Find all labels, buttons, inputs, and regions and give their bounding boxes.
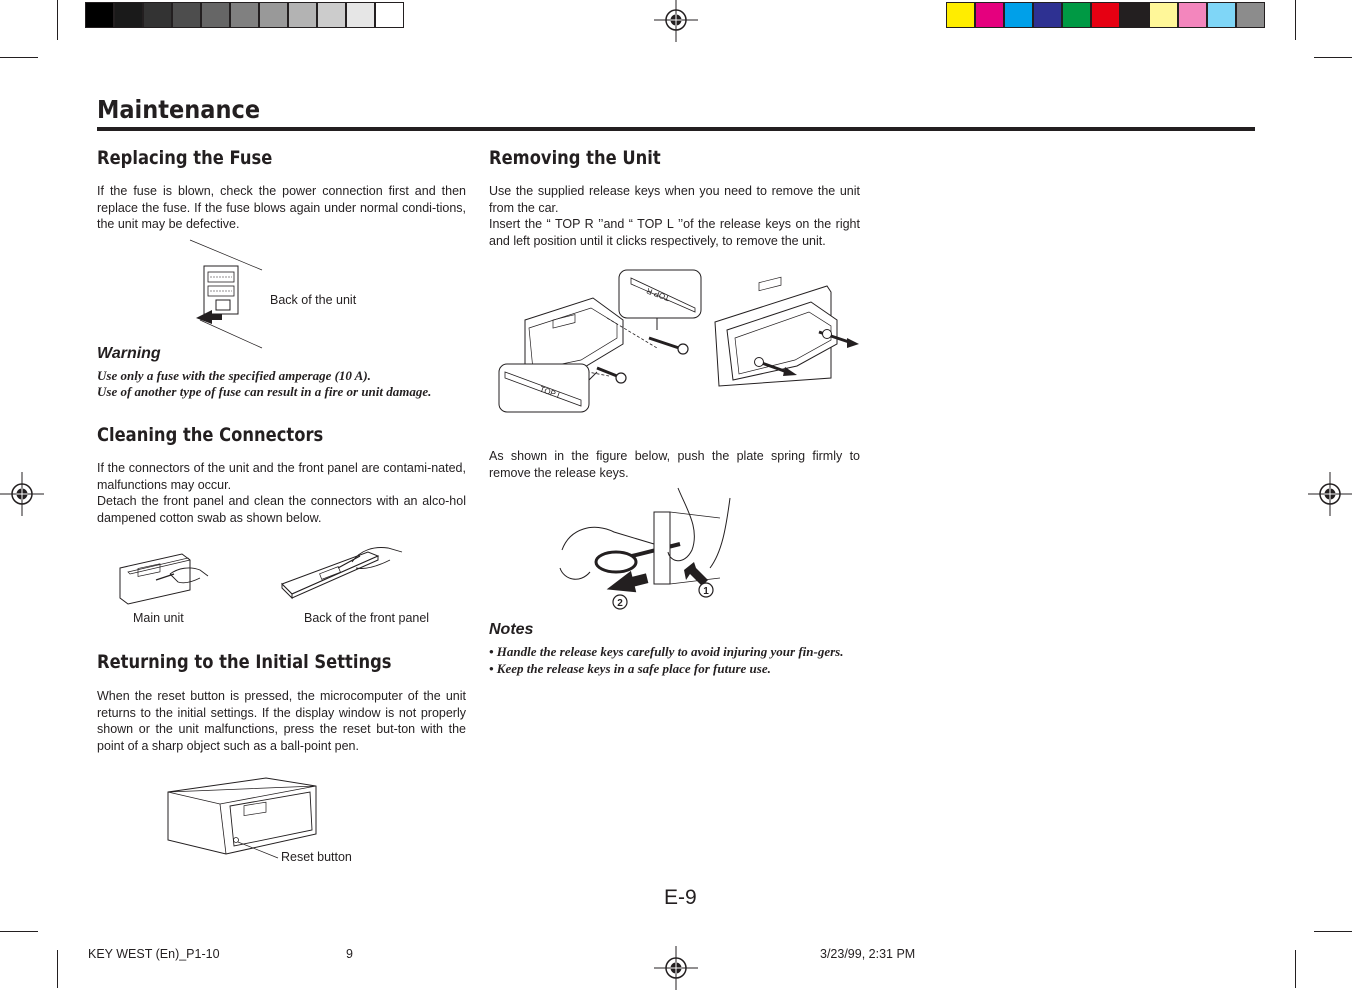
calibration-swatch [1120, 2, 1149, 28]
top-l-key-label: TOP L [538, 384, 564, 401]
note-item: • Keep the release keys in a safe place for future use. [489, 661, 771, 676]
reset-button-caption: Reset button [281, 850, 352, 864]
calibration-swatch [1091, 2, 1120, 28]
plate-spring-body [489, 448, 860, 481]
warning-line: Use of another type of fuse can result in a fire or unit damage. [97, 384, 432, 399]
crop-mark [1314, 57, 1352, 58]
warning-text [97, 368, 472, 400]
crop-mark [0, 931, 38, 932]
calibration-swatch [1236, 2, 1265, 28]
calibration-swatch [259, 2, 288, 28]
page-title: Maintenance [97, 95, 261, 124]
plate-spring-figure [550, 488, 730, 612]
crop-mark [0, 57, 38, 58]
step-1-label: 1 [703, 586, 709, 597]
cleaning-connectors-heading: Cleaning the Connectors [97, 424, 324, 446]
front-panel-cleaning-figure [278, 538, 408, 608]
calibration-swatch [288, 2, 317, 28]
cleaning-paragraph: If the connectors of the unit and the front panel are contami-nated, malfunctions may occur. [97, 461, 466, 492]
cleaning-connectors-body [97, 460, 466, 526]
registration-mark-icon [654, 0, 698, 42]
removing-paragraph: Insert the “ TOP R ’’and “ TOP L ’’of the release keys on the right and left position until it clicks respectively, to remove the unit. [489, 217, 860, 248]
footer-page: 9 [346, 947, 353, 961]
replacing-fuse-body [97, 183, 466, 233]
initial-settings-body [97, 688, 466, 754]
initial-settings-heading: Returning to the Initial Settings [97, 651, 392, 673]
calibration-swatch [375, 2, 404, 28]
calibration-swatch [230, 2, 259, 28]
notes-heading: Notes [489, 621, 534, 638]
footer-filename: KEY WEST (En)_P1-10 [88, 947, 220, 961]
removing-paragraph: Use the supplied release keys when you need to remove the unit from the car. [489, 184, 860, 215]
main-unit-cleaning-figure [112, 550, 212, 606]
release-keys-figure [497, 268, 865, 414]
calibration-swatch [114, 2, 143, 28]
calibration-swatch [85, 2, 114, 28]
reset-button-figure [166, 776, 326, 858]
warning-line: Use only a fuse with the specified amperage (10 A). [97, 368, 371, 383]
main-unit-caption: Main unit [133, 611, 184, 625]
note-item: • Handle the release keys carefully to avoid injuring your fin-gers. [489, 644, 844, 659]
calibration-swatch [1207, 2, 1236, 28]
calibration-swatch [317, 2, 346, 28]
initial-settings-paragraph: When the reset button is pressed, the microcomputer of the unit returns to the initial settings. If the display window is not properly shown or the unit malfunctions, press the reset but-ton with the point of a sharp object such as a ball-point pen. [97, 689, 466, 753]
calibration-swatch [1004, 2, 1033, 28]
calibration-swatch [946, 2, 975, 28]
registration-mark-icon [1308, 472, 1352, 516]
crop-mark [57, 950, 58, 988]
footer-date: 3/23/99, 2:31 PM [820, 947, 916, 961]
calibration-swatch [975, 2, 1004, 28]
fuse-figure [190, 240, 280, 352]
registration-mark-icon [654, 946, 698, 990]
page-number: E-9 [664, 886, 697, 909]
front-panel-caption: Back of the front panel [304, 611, 430, 625]
step-2-label: 2 [617, 598, 623, 609]
cleaning-paragraph: Detach the front panel and clean the connectors with an alco-hol dampened cotton swab as shown below. [97, 494, 466, 525]
calibration-swatch [346, 2, 375, 28]
top-r-key-label: TOP R [645, 285, 671, 303]
calibration-swatch [1149, 2, 1178, 28]
notes-list [489, 643, 863, 677]
crop-mark [57, 0, 58, 40]
calibration-swatch [1178, 2, 1207, 28]
calibration-swatch [143, 2, 172, 28]
replacing-fuse-paragraph: If the fuse is blown, check the power connection first and then replace the fuse. If the fuse blows again under normal condi-tions, the unit may be defective. [97, 184, 466, 231]
warning-heading: Warning [97, 345, 161, 362]
crop-mark [1314, 931, 1352, 932]
registration-mark-icon [0, 472, 44, 516]
calibration-swatch [1062, 2, 1091, 28]
plate-spring-paragraph: As shown in the figure below, push the plate spring firmly to remove the release keys. [489, 449, 860, 480]
title-rule [97, 127, 1255, 131]
fuse-figure-caption: Back of the unit [270, 293, 357, 307]
crop-mark [1295, 950, 1296, 988]
removing-unit-body [489, 183, 860, 249]
removing-unit-heading: Removing the Unit [489, 147, 661, 169]
replacing-fuse-heading: Replacing the Fuse [97, 147, 273, 169]
crop-mark [1295, 0, 1296, 40]
calibration-swatch [172, 2, 201, 28]
calibration-swatch [1033, 2, 1062, 28]
calibration-swatch [201, 2, 230, 28]
